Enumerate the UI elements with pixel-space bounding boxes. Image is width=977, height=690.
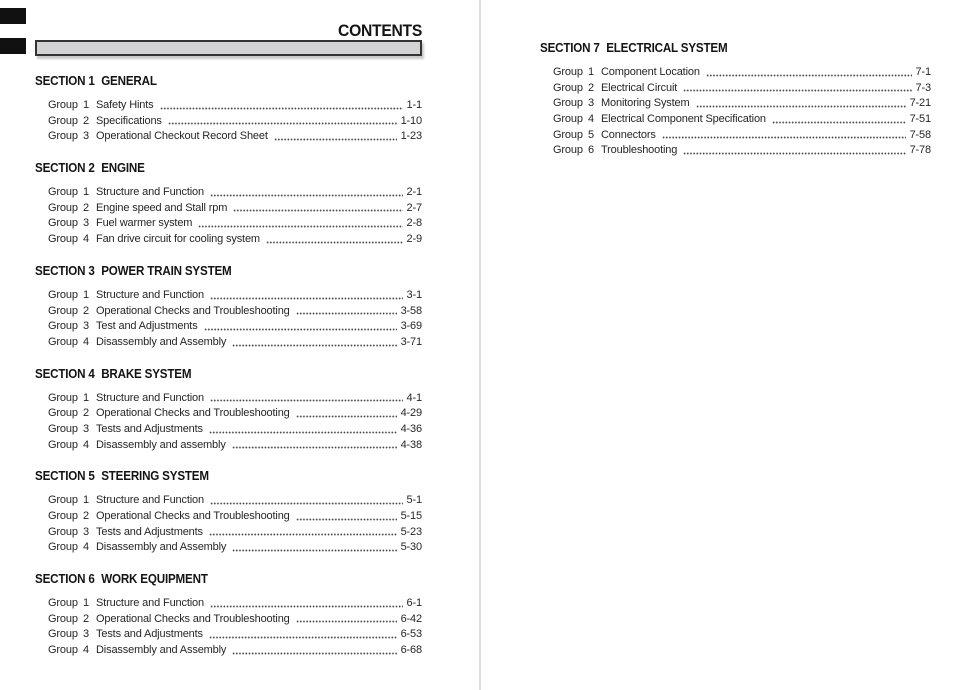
toc-section (540, 41, 931, 159)
entry-title: Safety Hints (96, 99, 154, 111)
toc-entry (48, 596, 422, 612)
group-number: 1 (83, 391, 89, 404)
entry-page-number: 7-58 (909, 128, 931, 141)
entry-title: Tests and Adjustments (96, 525, 203, 538)
group-number: 3 (83, 217, 89, 230)
entry-title: Structure and Function (96, 391, 204, 404)
section-entries (48, 596, 422, 659)
group-label: Group (48, 320, 78, 333)
toc-entry (48, 304, 422, 320)
dot-leader (296, 517, 397, 522)
entry-title: Disassembly and assembly (96, 438, 226, 451)
group-number: 4 (83, 541, 89, 554)
dot-leader (232, 651, 396, 656)
entry-page-number: 4-29 (400, 407, 422, 420)
entry-title: Structure and Function (96, 494, 204, 507)
entry-title: Tests and Adjustments (96, 628, 203, 641)
entry-title: Specifications (96, 114, 162, 127)
toc-section (35, 572, 422, 659)
entry-page-number: 7-3 (915, 81, 931, 94)
section-number: SECTION 2 (35, 161, 95, 176)
entry-title: Monitoring System (601, 97, 690, 110)
dot-leader (274, 137, 397, 142)
group-number: 2 (83, 201, 89, 214)
dot-leader (683, 151, 905, 156)
entry-page-number: 2-7 (406, 201, 422, 214)
section-name: GENERAL (101, 74, 157, 88)
section-entries (48, 288, 422, 351)
page-title: CONTENTS (338, 22, 422, 40)
group-number: 6 (588, 144, 594, 157)
group-label: Group (48, 304, 78, 317)
section-heading (35, 264, 395, 278)
group-number: 3 (83, 320, 89, 333)
section-heading (35, 469, 395, 483)
entry-page-number: 3-69 (400, 320, 422, 333)
toc-entry (48, 335, 422, 351)
dot-leader (209, 635, 397, 640)
entry-page-number: 3-58 (400, 304, 422, 317)
binding-edge-tab-2 (0, 38, 26, 54)
toc-entry (48, 643, 422, 659)
dot-leader (232, 548, 396, 553)
section-name: ENGINE (101, 161, 145, 176)
dot-leader (233, 208, 402, 213)
toc-entry (48, 612, 422, 628)
group-label: Group (48, 525, 78, 538)
group-label: Group (48, 335, 78, 348)
entry-title: Electrical Component Specification (601, 113, 766, 126)
entry-title: Disassembly and Assembly (96, 335, 227, 348)
group-label: Group (48, 644, 78, 657)
group-number: 1 (83, 494, 89, 507)
entry-page-number: 3-71 (400, 335, 422, 348)
dot-leader (209, 430, 397, 435)
toc-section (35, 264, 422, 351)
dot-leader (209, 532, 397, 537)
group-label: Group (48, 612, 78, 625)
section-number: SECTION 7 (540, 41, 600, 55)
toc-entry (48, 288, 422, 304)
group-label: Group (48, 510, 78, 522)
entry-page-number: 2-9 (406, 233, 422, 246)
entry-page-number: 6-1 (406, 597, 422, 610)
group-label: Group (48, 391, 78, 404)
group-label: Group (553, 97, 583, 110)
group-label: Group (553, 81, 583, 94)
entry-page-number: 1-10 (400, 114, 422, 127)
entry-page-number: 6-42 (400, 612, 422, 625)
right-page (540, 0, 931, 159)
entry-title: Operational Checks and Troubleshooting (96, 510, 290, 522)
dot-leader (210, 296, 403, 301)
toc-entry (553, 96, 931, 112)
group-label: Group (48, 541, 78, 554)
entry-title: Connectors (601, 128, 656, 141)
group-label: Group (48, 201, 78, 214)
toc-entry (48, 114, 422, 130)
entry-page-number: 6-68 (400, 644, 422, 657)
section-name: WORK EQUIPMENT (101, 572, 208, 587)
dot-leader (204, 327, 397, 332)
section-entries (48, 493, 422, 556)
entry-title: Electrical Circuit (601, 81, 678, 94)
dot-leader (296, 311, 397, 316)
toc-entry (48, 406, 422, 422)
dot-leader (210, 501, 403, 506)
entry-page-number: 4-38 (400, 438, 422, 451)
group-number: 1 (83, 186, 89, 199)
toc-entry (48, 201, 422, 217)
group-number: 2 (588, 81, 594, 94)
toc-entry (48, 391, 422, 407)
group-number: 3 (83, 130, 89, 143)
entry-page-number: 6-53 (400, 628, 422, 641)
toc-section (35, 469, 422, 556)
entry-title: Troubleshooting (601, 144, 678, 157)
entry-title: Disassembly and Assembly (96, 644, 227, 657)
entry-title: Operational Checkout Record Sheet (96, 130, 268, 143)
entry-page-number: 2-8 (406, 217, 422, 230)
group-number: 4 (83, 438, 89, 451)
group-label: Group (48, 597, 78, 610)
section-number: SECTION 3 (35, 263, 95, 278)
entry-title: Engine speed and Stall rpm (96, 201, 228, 214)
dot-leader (706, 73, 912, 78)
toc-entry (48, 438, 422, 454)
group-number: 4 (588, 113, 594, 126)
section-heading (540, 41, 904, 55)
entry-page-number: 7-21 (909, 97, 931, 110)
toc-entry (48, 185, 422, 201)
toc-entry (48, 509, 422, 525)
toc-entry (48, 525, 422, 541)
group-label: Group (48, 628, 78, 641)
entry-title: Structure and Function (96, 288, 204, 301)
dot-leader (232, 445, 397, 450)
toc-entry (48, 319, 422, 335)
section-name: STEERING SYSTEM (101, 469, 209, 484)
dot-leader (772, 120, 906, 125)
group-label: Group (553, 128, 583, 141)
group-number: 4 (83, 644, 89, 657)
group-label: Group (553, 66, 583, 78)
dot-leader (210, 604, 403, 609)
group-label: Group (48, 186, 78, 199)
group-label: Group (48, 233, 78, 246)
entry-page-number: 3-1 (406, 288, 422, 301)
toc-entry (48, 129, 422, 145)
section-number: SECTION 5 (35, 469, 95, 484)
toc-column-right (540, 41, 931, 159)
section-heading (35, 367, 395, 381)
binding-edge-tab-1 (0, 8, 26, 24)
group-number: 1 (83, 597, 89, 610)
group-label: Group (48, 130, 78, 143)
group-number: 1 (588, 66, 594, 78)
entry-title: Test and Adjustments (96, 320, 198, 333)
entry-page-number: 7-51 (909, 113, 931, 126)
toc-entry (553, 112, 931, 128)
toc-entry (48, 98, 422, 114)
dot-leader (198, 224, 402, 229)
entry-page-number: 5-23 (400, 525, 422, 538)
group-label: Group (48, 114, 78, 127)
entry-page-number: 1-1 (406, 99, 422, 111)
group-number: 2 (83, 304, 89, 317)
entry-title: Structure and Function (96, 186, 204, 199)
toc-section (35, 161, 422, 248)
group-number: 2 (83, 407, 89, 420)
toc-entry (48, 540, 422, 556)
section-number: SECTION 1 (35, 74, 95, 88)
dot-leader (296, 414, 397, 419)
group-number: 1 (83, 288, 89, 301)
dot-leader (683, 88, 911, 93)
entry-page-number: 5-1 (406, 494, 422, 507)
title-underline-bar (35, 40, 422, 56)
group-number: 3 (588, 97, 594, 110)
dot-leader (210, 398, 403, 403)
section-number: SECTION 6 (35, 572, 95, 587)
toc-entry (48, 422, 422, 438)
entry-title: Operational Checks and Troubleshooting (96, 407, 290, 420)
group-label: Group (48, 99, 78, 111)
group-label: Group (48, 217, 78, 230)
section-name: ELECTRICAL SYSTEM (606, 41, 728, 55)
toc-entry (48, 493, 422, 509)
section-number: SECTION 4 (35, 366, 95, 381)
dot-leader (296, 619, 397, 624)
section-entries (48, 185, 422, 248)
entry-title: Tests and Adjustments (96, 422, 203, 435)
entry-page-number: 7-78 (909, 144, 931, 157)
group-number: 3 (83, 422, 89, 435)
section-entries (553, 65, 931, 159)
entry-page-number: 5-30 (400, 541, 422, 554)
section-heading (35, 74, 395, 88)
entry-page-number: 7-1 (915, 66, 931, 78)
group-number: 4 (83, 335, 89, 348)
toc-column-left (35, 74, 422, 659)
group-label: Group (48, 407, 78, 420)
entry-title: Operational Checks and Troubleshooting (96, 304, 290, 317)
group-number: 2 (83, 114, 89, 127)
entry-page-number: 5-15 (400, 510, 422, 522)
group-label: Group (48, 494, 78, 507)
dot-leader (210, 193, 403, 198)
group-number: 3 (83, 628, 89, 641)
section-entries (48, 391, 422, 454)
toc-entry (553, 81, 931, 97)
section-heading (35, 572, 395, 586)
group-number: 1 (83, 99, 89, 111)
toc-entry (48, 232, 422, 248)
toc-entry (553, 65, 931, 81)
group-number: 3 (83, 525, 89, 538)
entry-page-number: 2-1 (406, 186, 422, 199)
page-divider (479, 0, 481, 690)
entry-title: Fan drive circuit for cooling system (96, 233, 260, 246)
group-label: Group (48, 438, 78, 451)
toc-entry (553, 128, 931, 144)
toc-entry (48, 216, 422, 232)
group-label: Group (48, 422, 78, 435)
dot-leader (696, 104, 906, 109)
entry-page-number: 1-23 (400, 130, 422, 143)
dot-leader (232, 343, 396, 348)
section-name: BRAKE SYSTEM (101, 366, 192, 381)
entry-title: Component Location (601, 66, 700, 78)
entry-title: Disassembly and Assembly (96, 541, 227, 554)
group-label: Group (553, 144, 583, 157)
dot-leader (266, 240, 403, 245)
toc-entry (553, 143, 931, 159)
group-number: 4 (83, 233, 89, 246)
entry-title: Structure and Function (96, 597, 204, 610)
left-page (35, 0, 422, 659)
toc-section (35, 367, 422, 454)
group-label: Group (553, 113, 583, 126)
toc-entry (48, 627, 422, 643)
dot-leader (168, 121, 397, 126)
entry-title: Fuel warmer system (96, 217, 193, 230)
group-number: 5 (588, 128, 594, 141)
group-label: Group (48, 288, 78, 301)
dot-leader (662, 135, 906, 140)
entry-page-number: 4-36 (400, 422, 422, 435)
group-number: 2 (83, 510, 89, 522)
toc-section (35, 74, 422, 145)
section-entries (48, 98, 422, 145)
entry-page-number: 4-1 (406, 391, 422, 404)
entry-title: Operational Checks and Troubleshooting (96, 612, 290, 625)
group-number: 2 (83, 612, 89, 625)
section-name: POWER TRAIN SYSTEM (101, 263, 232, 278)
dot-leader (160, 106, 403, 111)
section-heading (35, 161, 395, 175)
